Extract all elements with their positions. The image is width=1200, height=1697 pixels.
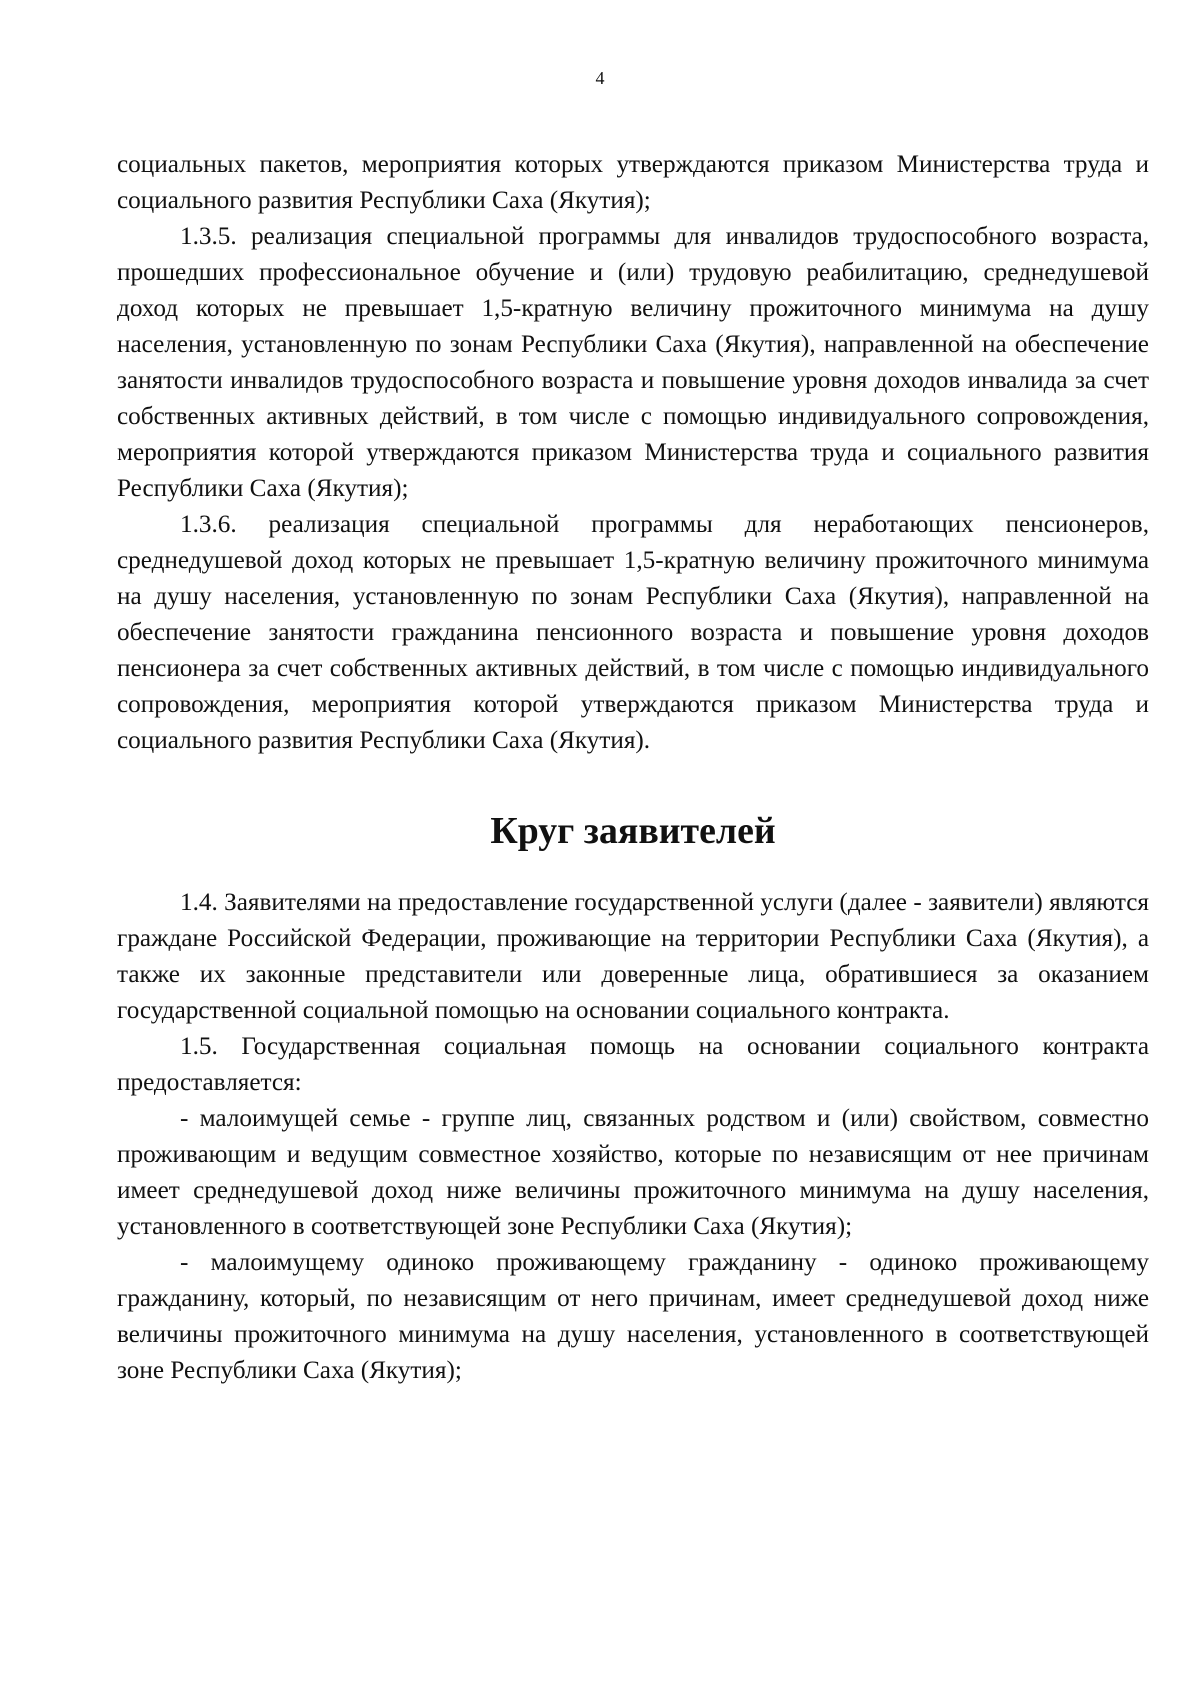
spacer [117,759,1149,813]
section-heading: Круг заявителей [490,810,776,852]
document-body [117,147,1149,1389]
paragraph-1-3-5: 1.3.5. реализация специальной программы для инвалидов трудоспособного возраста, прошедших профессиональное обучение и (или) трудовую реабилитацию, среднедушевой доход которых не превышает 1,5-кратную величину прожиточного минимума на душу населения, установленную по зонам Республики Саха (Якутия), направленной на обеспечение занятости инвалидов трудоспособного возраста и повышение уровня доходов инвалида за счет собственных активных действий, в том числе с помощью индивидуального сопровождения, мероприятия которой утверждаются приказом Министерства труда и социального развития Республики Саха (Якутия); [117,223,1149,502]
paragraph-1-4: 1.4. Заявителями на предоставление государственной услуги (далее - заявители) являются граждане Российской Федерации, проживающие на территории Республики Саха (Якутия), а также их законные представители или доверенные лица, обратившиеся за оказанием государственной социальной помощью на основании социального контракта. [117,889,1149,1024]
paragraph-1-3-6: 1.3.6. реализация специальной программы для неработающих пенсионеров, среднедушевой доход которых не превышает 1,5-кратную величину прожиточного минимума на душу населения, установленную по зонам Республики Саха (Якутия), направленной на обеспечение занятости гражданина пенсионного возраста и повышение уровня доходов пенсионера за счет собственных активных действий, в том числе с помощью индивидуального сопровождения, мероприятия которой утверждаются приказом Министерства труда и социального развития Республики Саха (Якутия). [117,511,1149,754]
list-item-low-income-single-citizen: - малоимущему одиноко проживающему гражданину - одиноко проживающему гражданину, который, по независящим от него причинам, имеет среднедушевой доход ниже величины прожиточного минимума на душу населения, установленного в соответствующей зоне Республики Саха (Якутия); [117,1249,1149,1384]
list-item-low-income-family: - малоимущей семье - группе лиц, связанных родством и (или) свойством, совместно проживающим и ведущим совместное хозяйство, которые по независящим от нее причинам имеет среднедушевой доход ниже величины прожиточного минимума на душу населения, установленного в соответствующей зоне Республики Саха (Якутия); [117,1105,1149,1240]
spacer [117,849,1149,885]
page-number: 4 [595,68,605,88]
paragraph-continuation: социальных пакетов, мероприятия которых утверждаются приказом Министерства труда и социального развития Республики Саха (Якутия); [117,151,1149,214]
paragraph-1-5: 1.5. Государственная социальная помощь на основании социального контракта предоставляется: [117,1033,1149,1096]
